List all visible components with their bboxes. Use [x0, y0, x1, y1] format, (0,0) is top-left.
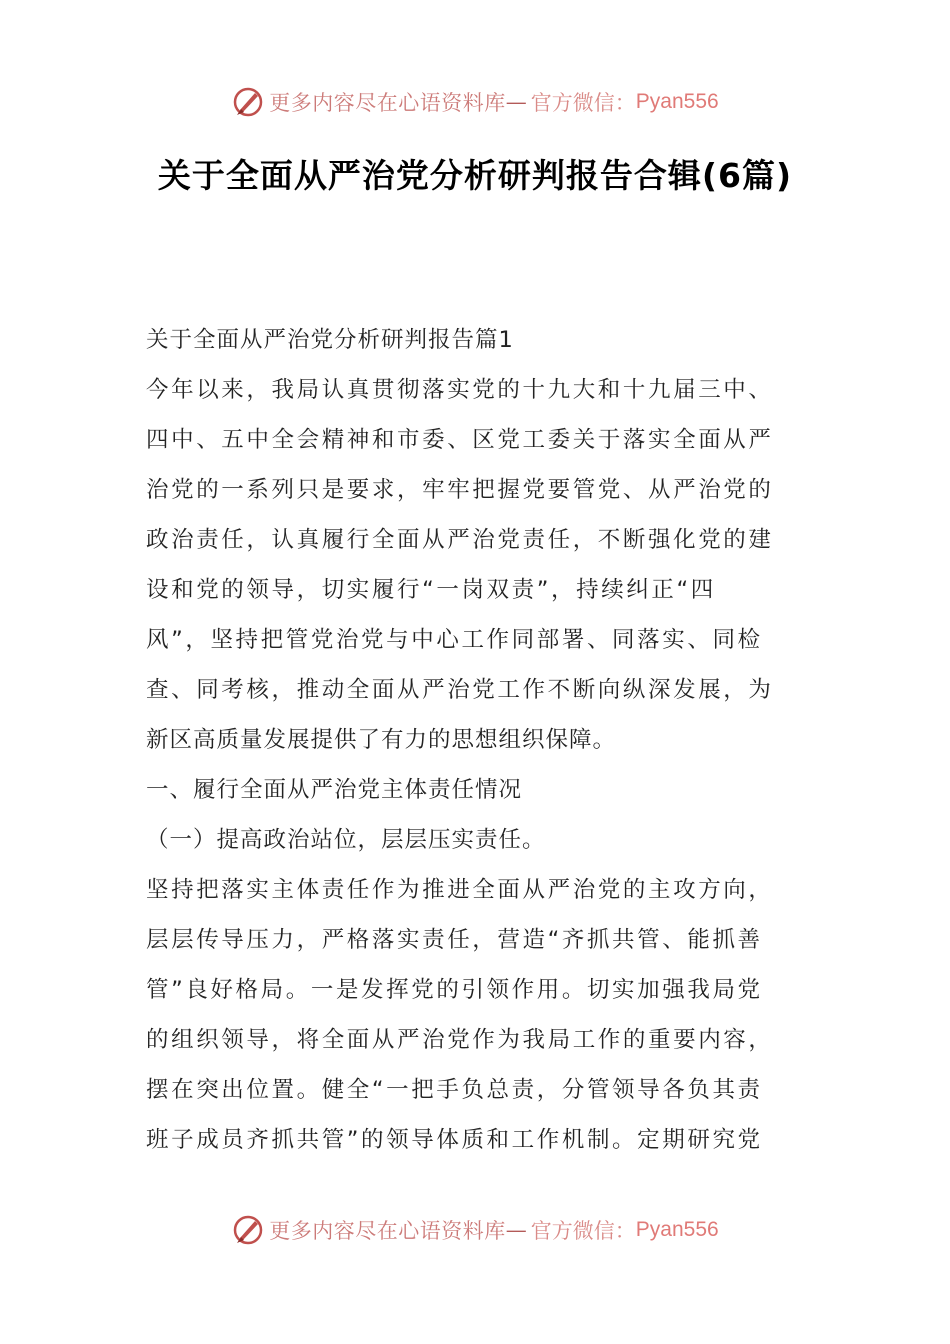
section-heading: 关于全面从严治党分析研判报告篇1 [146, 327, 514, 353]
watermark-text: 更多内容尽在心语资料库 [269, 1219, 506, 1243]
watermark-dash: — [505, 90, 527, 114]
paragraph-line: 设和党的领导，切实履行“一岗双责”，持续纠正“四 [146, 577, 716, 603]
paragraph-line: 的组织领导，将全面从严治党作为我局工作的重要内容， [146, 1027, 774, 1053]
pen-logo-icon [231, 1213, 265, 1247]
paragraph-line: 四中、五中全会精神和市委、区党工委关于落实全面从严 [146, 427, 774, 453]
paragraph-line: 治党的一系列只是要求，牢牢把握党要管党、从严治党的 [146, 477, 774, 503]
paragraph-line: 政治责任，认真履行全面从严治党责任，不断强化党的建 [146, 527, 774, 553]
watermark-wechat-label: 官方微信： [530, 1219, 636, 1243]
pen-logo-icon [231, 85, 265, 119]
watermark-wechat-label: 官方微信： [530, 91, 636, 115]
paragraph-line: 管”良好格局。一是发挥党的引领作用。切实加强我局党 [146, 977, 763, 1003]
watermark-header [0, 82, 950, 122]
paragraph-line: 今年以来，我局认真贯彻落实党的十九大和十九届三中、 [146, 377, 774, 403]
paragraph-line: 新区高质量发展提供了有力的思想组织保障。 [146, 727, 617, 753]
section-heading: 一、履行全面从严治党主体责任情况 [146, 777, 523, 803]
paragraph-line: 班子成员齐抓共管”的领导体质和工作机制。定期研究党 [146, 1127, 763, 1153]
document-title: 关于全面从严治党分析研判报告合辑(6篇) [157, 156, 793, 195]
watermark-wechat-id: Pyan556 [635, 90, 719, 113]
paragraph-line: 坚持把落实主体责任作为推进全面从严治党的主攻方向， [146, 877, 774, 903]
subsection-heading: （一）提高政治站位，层层压实责任。 [146, 827, 546, 853]
watermark-wechat-id: Pyan556 [635, 1218, 719, 1241]
paragraph-line: 层层传导压力，严格落实责任，营造“齐抓共管、能抓善 [146, 927, 763, 953]
watermark-text: 更多内容尽在心语资料库 [269, 91, 506, 115]
paragraph-line: 摆在突出位置。健全“一把手负总责，分管领导各负其责 [146, 1077, 763, 1103]
document-body [146, 315, 806, 1165]
paragraph-line: 风”，坚持把管党治党与中心工作同部署、同落实、同检 [146, 627, 763, 653]
watermark-footer [0, 1210, 950, 1250]
paragraph-line: 查、同考核，推动全面从严治党工作不断向纵深发展，为 [146, 677, 774, 703]
watermark-dash: — [505, 1218, 527, 1242]
